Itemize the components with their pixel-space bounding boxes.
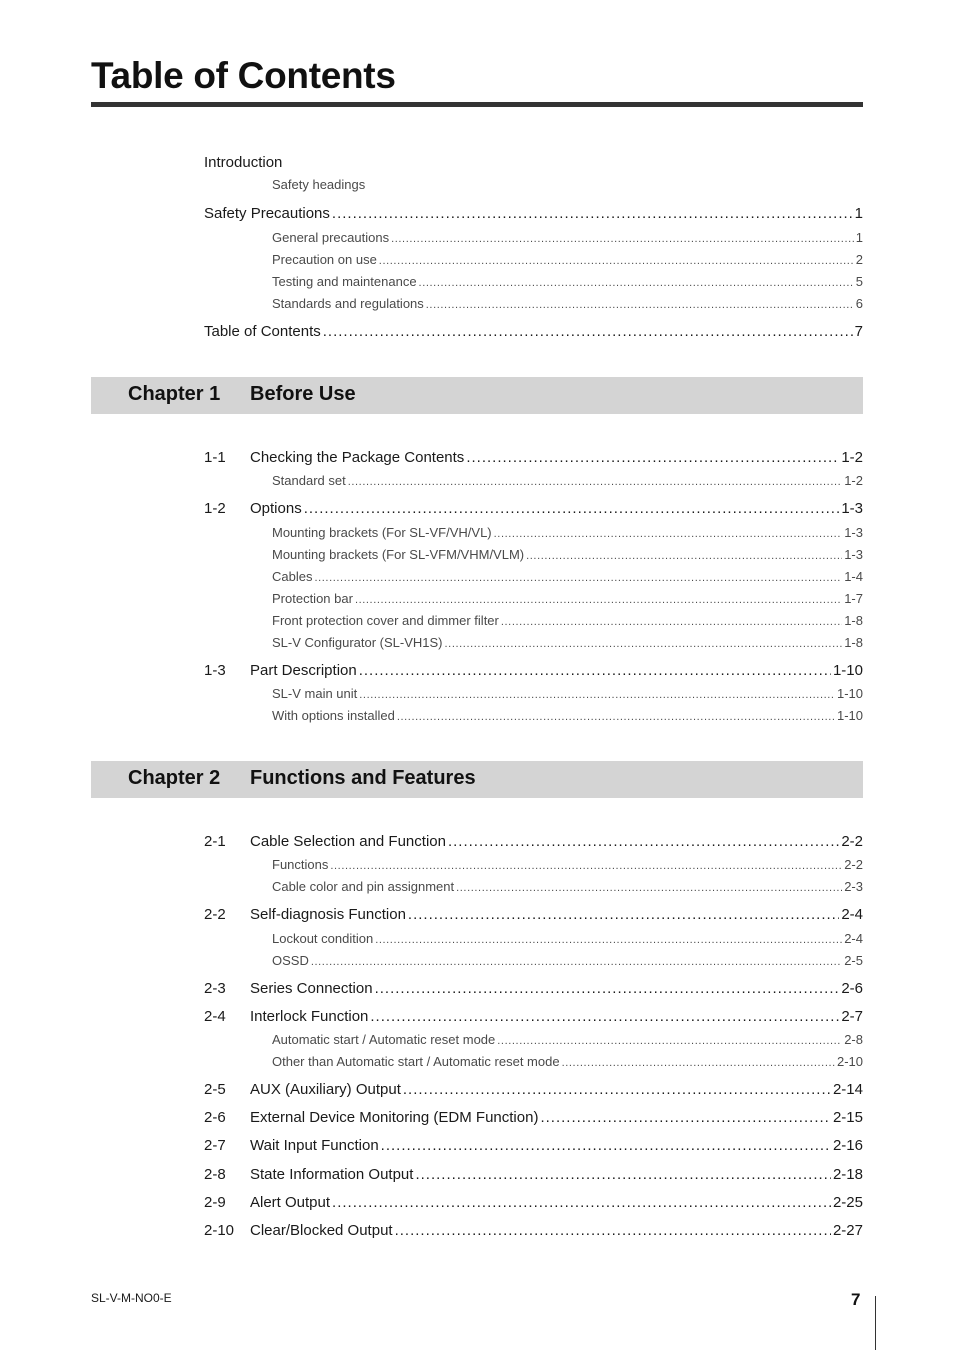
entry-label: SL-V Configurator (SL-VH1S)	[272, 635, 443, 650]
toc-subentry[interactable]	[272, 953, 863, 968]
chapter-number: Chapter 2	[128, 767, 221, 789]
toc-subentry[interactable]	[272, 635, 863, 650]
toc-entry[interactable]	[204, 1194, 863, 1211]
entry-label: Part Description	[250, 662, 357, 679]
toc-entry[interactable]	[204, 980, 863, 997]
entry-label: Series Connection	[250, 980, 373, 997]
entry-page-number: 1-3	[844, 525, 863, 540]
toc-subentry[interactable]	[272, 547, 863, 562]
toc-subentry[interactable]	[272, 473, 863, 488]
dot-leader	[375, 934, 842, 946]
entry-label: With options installed	[272, 708, 395, 723]
toc-entry[interactable]	[204, 1222, 863, 1239]
dot-leader	[370, 1008, 839, 1025]
entry-page-number: 1	[855, 230, 863, 245]
entry-page-number: 1-3	[841, 500, 863, 517]
entry-page-number: 2-25	[832, 1194, 863, 1211]
dot-leader	[381, 1137, 831, 1154]
entry-page-number: 2-14	[832, 1081, 863, 1098]
toc-subentry[interactable]	[272, 931, 863, 946]
entry-page-number: 1-4	[844, 569, 863, 584]
entry-label: Wait Input Function	[250, 1137, 379, 1154]
dot-leader	[466, 449, 839, 466]
dot-leader	[448, 833, 839, 850]
toc-entry[interactable]	[204, 662, 863, 679]
entry-label: AUX (Auxiliary) Output	[250, 1081, 401, 1098]
section-number: 1-1	[204, 449, 226, 466]
section-number: 2-9	[204, 1194, 226, 1211]
toc-subentry[interactable]	[272, 686, 863, 701]
toc-subentry[interactable]	[272, 230, 863, 245]
dot-leader	[332, 1194, 831, 1211]
section-number: 1-3	[204, 662, 226, 679]
entry-page-number: 1-8	[844, 635, 863, 650]
title-rule	[91, 102, 863, 107]
dot-leader	[403, 1081, 831, 1098]
toc-subentry[interactable]	[272, 1054, 863, 1069]
toc-subentry[interactable]	[272, 274, 863, 289]
toc-subentry[interactable]	[272, 252, 863, 267]
entry-label: Testing and maintenance	[272, 274, 417, 289]
dot-leader	[497, 1035, 842, 1047]
section-number: 2-1	[204, 833, 226, 850]
toc-subentry[interactable]	[272, 708, 863, 723]
toc-subentry[interactable]	[272, 177, 863, 192]
entry-label: Standards and regulations	[272, 296, 424, 311]
dot-leader	[332, 205, 853, 222]
section-number: 1-2	[204, 500, 226, 517]
toc-entry[interactable]	[204, 1137, 863, 1154]
dot-leader	[359, 689, 835, 701]
entry-page-number: 1-3	[844, 547, 863, 562]
dot-leader	[348, 476, 842, 488]
entry-page-number: 2-8	[844, 1032, 863, 1047]
entry-label: OSSD	[272, 953, 309, 968]
page-number: 7	[851, 1290, 861, 1309]
toc-entry[interactable]	[204, 500, 863, 517]
entry-page-number: 5	[855, 274, 863, 289]
entry-page-number: 1-10	[836, 708, 863, 723]
dot-leader	[419, 277, 854, 289]
entry-label: State Information Output	[250, 1166, 414, 1183]
entry-page-number: 2-27	[832, 1222, 863, 1239]
dot-leader	[494, 528, 843, 540]
entry-page-number: 2-4	[841, 906, 863, 923]
entry-label: Other than Automatic start / Automatic reset mode	[272, 1054, 560, 1069]
entry-page-number: 2-15	[832, 1109, 863, 1126]
chapter-title: Functions and Features	[250, 767, 476, 789]
footer-rule	[875, 1296, 876, 1350]
entry-page-number: 2	[855, 252, 863, 267]
section-number: 2-8	[204, 1166, 226, 1183]
entry-label: Checking the Package Contents	[250, 449, 465, 466]
entry-page-number: 2-2	[844, 857, 863, 872]
entry-label: SL-V main unit	[272, 686, 358, 701]
toc-subentry[interactable]	[272, 857, 863, 872]
dot-leader	[397, 711, 835, 723]
toc-entry[interactable]	[204, 1081, 863, 1098]
entry-page-number: 1-7	[844, 591, 863, 606]
entry-label: Cable color and pin assignment	[272, 879, 455, 894]
entry-page-number: 1-8	[844, 613, 863, 628]
document-code: SL-V-M-NO0-E	[91, 1291, 172, 1305]
entry-label: External Device Monitoring (EDM Function)	[250, 1109, 539, 1126]
toc-entry[interactable]	[204, 1109, 863, 1126]
chapter-number: Chapter 1	[128, 383, 221, 405]
chapter-title: Before Use	[250, 383, 356, 405]
toc-entry[interactable]	[204, 1166, 863, 1183]
entry-page-number: 2-7	[841, 1008, 863, 1025]
entry-label: Interlock Function	[250, 1008, 369, 1025]
entry-page-number: 1-10	[832, 662, 863, 679]
section-number: 2-6	[204, 1109, 226, 1126]
toc-entry[interactable]	[204, 449, 863, 466]
entry-page-number: 6	[855, 296, 863, 311]
entry-label: Standard set	[272, 473, 346, 488]
dot-leader	[501, 616, 842, 628]
entry-page-number: 1-2	[844, 473, 863, 488]
dot-leader	[426, 299, 854, 311]
entry-page-number: 2-16	[832, 1137, 863, 1154]
section-number: 2-5	[204, 1081, 226, 1098]
entry-page-number: 2-10	[836, 1054, 863, 1069]
dot-leader	[526, 550, 842, 562]
entry-label: Mounting brackets (For SL-VFM/VHM/VLM)	[272, 547, 525, 562]
toc-entry[interactable]	[204, 1008, 863, 1025]
dot-leader	[355, 594, 842, 606]
dot-leader	[330, 860, 842, 872]
toc-entry[interactable]	[204, 906, 863, 923]
section-number: 2-7	[204, 1137, 226, 1154]
toc-subentry[interactable]	[272, 569, 863, 584]
dot-leader	[379, 255, 854, 267]
entry-label: Safety Precautions	[204, 205, 330, 222]
page-title: Table of Contents	[91, 55, 396, 96]
entry-page-number: 2-6	[841, 980, 863, 997]
entry-label: Clear/Blocked Output	[250, 1222, 393, 1239]
dot-leader	[311, 956, 842, 968]
entry-label: Alert Output	[250, 1194, 331, 1211]
dot-leader	[314, 572, 842, 584]
entry-label: Table of Contents	[204, 323, 321, 340]
entry-page-number: 2-3	[844, 879, 863, 894]
entry-label: Front protection cover and dimmer filter	[272, 613, 499, 628]
dot-leader	[375, 980, 840, 997]
dot-leader	[304, 500, 840, 517]
entry-label: Cables	[272, 569, 313, 584]
dot-leader	[540, 1109, 831, 1126]
section-number: 2-10	[204, 1222, 235, 1239]
entry-page-number: 2-5	[844, 953, 863, 968]
entry-label: Lockout condition	[272, 931, 374, 946]
entry-label: Mounting brackets (For SL-VF/VH/VL)	[272, 525, 492, 540]
dot-leader	[395, 1222, 831, 1239]
toc-subentry[interactable]	[272, 613, 863, 628]
toc-subentry[interactable]	[272, 591, 863, 606]
entry-label: Automatic start / Automatic reset mode	[272, 1032, 496, 1047]
toc-subentry[interactable]	[272, 296, 863, 311]
entry-label: Safety headings	[272, 177, 366, 192]
entry-page-number: 7	[854, 323, 863, 340]
entry-label: Precaution on use	[272, 252, 377, 267]
entry-page-number: 1-2	[841, 449, 863, 466]
dot-leader	[359, 662, 831, 679]
dot-leader	[445, 638, 843, 650]
dot-leader	[391, 233, 854, 245]
entry-page-number: 2-4	[844, 931, 863, 946]
toc-entry[interactable]	[204, 323, 863, 340]
entry-label: General precautions	[272, 230, 390, 245]
section-number: 2-3	[204, 980, 226, 997]
entry-label: Self-diagnosis Function	[250, 906, 406, 923]
section-number: 2-2	[204, 906, 226, 923]
toc-entry[interactable]	[204, 154, 863, 171]
section-number: 2-4	[204, 1008, 226, 1025]
dot-leader	[323, 323, 853, 340]
toc-subentry[interactable]	[272, 525, 863, 540]
chapter-heading	[91, 761, 863, 798]
dot-leader	[408, 906, 839, 923]
entry-label: Functions	[272, 857, 329, 872]
dot-leader	[456, 882, 842, 894]
dot-leader	[415, 1166, 831, 1183]
entry-page-number: 1-10	[836, 686, 863, 701]
entry-page-number: 2-18	[832, 1166, 863, 1183]
entry-label: Protection bar	[272, 591, 353, 606]
entry-page-number: 2-2	[841, 833, 863, 850]
entry-label: Cable Selection and Function	[250, 833, 446, 850]
chapter-heading	[91, 377, 863, 414]
toc-entry[interactable]	[204, 205, 863, 222]
toc-entry[interactable]	[204, 833, 863, 850]
entry-label: Introduction	[204, 154, 283, 171]
toc-subentry[interactable]	[272, 879, 863, 894]
entry-page-number: 1	[854, 205, 863, 222]
dot-leader	[562, 1057, 835, 1069]
entry-label: Options	[250, 500, 302, 517]
toc-subentry[interactable]	[272, 1032, 863, 1047]
